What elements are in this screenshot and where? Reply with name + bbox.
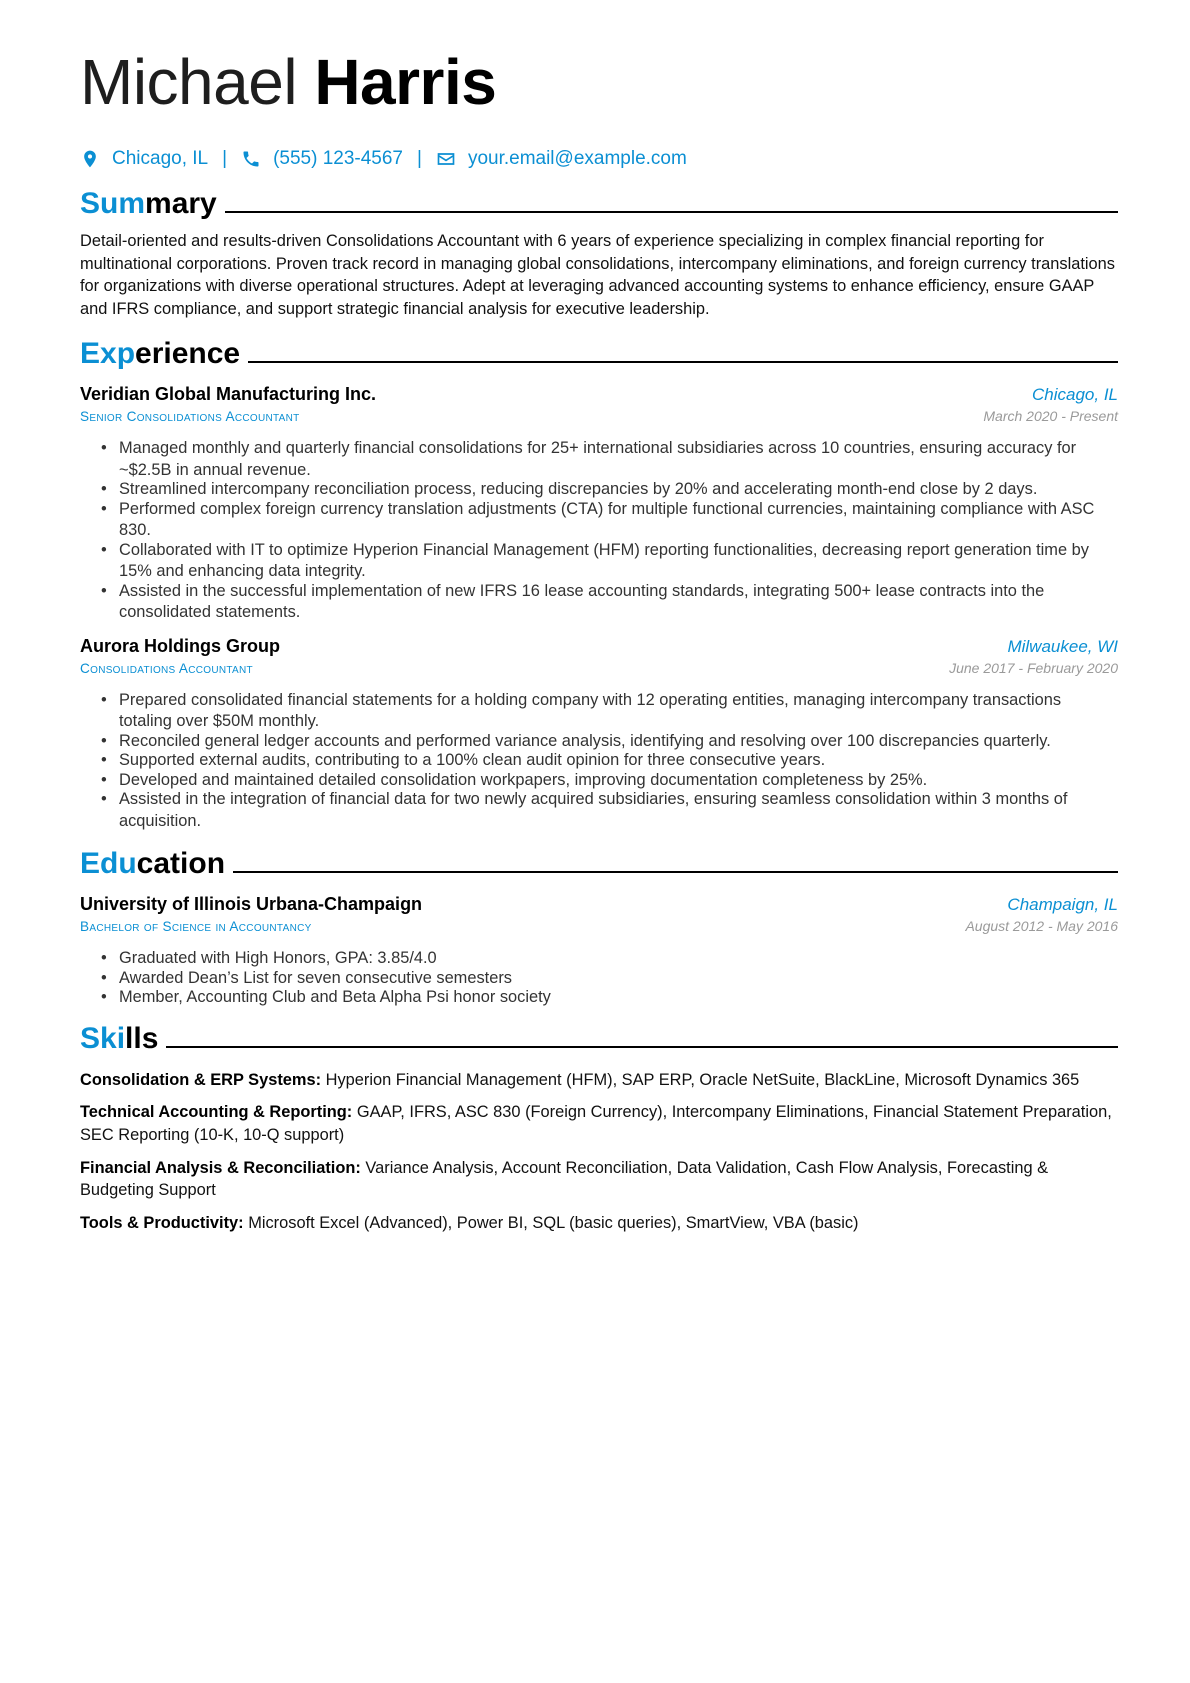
section-title: Experience — [80, 337, 241, 371]
candidate-name — [80, 42, 1118, 122]
skill-label: Financial Analysis & Reconciliation: — [80, 1158, 361, 1177]
job-dates: March 2020 - Present — [983, 408, 1118, 425]
job-title: Senior Consolidations Accountant — [80, 409, 300, 425]
summary-text: Detail-oriented and results-driven Consolidations Accountant with 6 years of experience specializing in complex financial reporting for multinational corporations. Proven track record in managing global consolidations, intercompany eliminations, and foreign currency translations for organizations with diverse operational structures. Adept at leveraging advanced accounting systems to enhance efficiency, ensure GAAP and IFRS compliance, and support strategic financial analysis for executive leadership. — [80, 232, 1115, 318]
envelope-icon — [436, 149, 456, 169]
skill-value: Variance Analysis, Account Reconciliation, Data Validation, Cash Flow Analysis, Forecasting & Budgeting Support — [80, 1158, 1049, 1200]
section-title: Education — [80, 847, 226, 881]
first-name: Michael — [80, 46, 298, 118]
contact-phone[interactable] — [241, 148, 403, 170]
skill-row — [80, 1157, 1118, 1202]
section-rule — [248, 361, 1118, 363]
section-rule — [166, 1046, 1118, 1048]
experience-entry — [80, 384, 1118, 624]
job-dates: June 2017 - February 2020 — [949, 659, 1118, 676]
skill-label: Technical Accounting & Reporting: — [80, 1103, 353, 1122]
list-item: • Developed and maintained detailed consolidation workpapers, improving documentation completeness by 25%. — [119, 770, 1118, 792]
section-rule — [225, 211, 1118, 213]
phone-text: (555) 123-4567 — [273, 148, 403, 169]
last-name: Harris — [314, 46, 497, 118]
skill-label: Tools & Productivity: — [80, 1213, 244, 1232]
list-item: • Assisted in the successful implementation of new IFRS 16 lease accounting standards, integrating 500+ lease contracts into the consolidated statements. — [119, 581, 1118, 624]
employer-name: Veridian Global Manufacturing Inc. — [80, 384, 377, 405]
skill-value: Microsoft Excel (Advanced), Power BI, SQL (basic queries), SmartView, VBA (basic) — [248, 1213, 859, 1232]
skill-row — [80, 1069, 1118, 1092]
job-bullets — [80, 438, 1118, 624]
degree: Bachelor of Science in Accountancy — [80, 919, 312, 935]
list-item: • Reconciled general ledger accounts and performed variance analysis, identifying and resolving over 100 discrepancies quarterly. — [119, 731, 1118, 753]
experience-heading — [80, 332, 1118, 372]
location-text: Chicago, IL — [112, 148, 209, 169]
list-item: • Supported external audits, contributing to a 100% clean audit opinion for three consecutive years. — [119, 750, 1118, 772]
summary-heading — [80, 182, 1118, 222]
section-title: Skills — [80, 1021, 159, 1055]
list-item: • Managed monthly and quarterly financial consolidations for 25+ international subsidiaries across 10 countries, ensuring accuracy for ~$2.5B in annual revenue. — [119, 438, 1118, 481]
skills-heading — [80, 1017, 1118, 1057]
employer-name: Aurora Holdings Group — [80, 635, 280, 656]
skill-row — [80, 1212, 1118, 1235]
section-title: Summary — [80, 187, 217, 220]
list-item: • Streamlined intercompany reconciliation process, reducing discrepancies by 20% and accelerating month-end close by 2 days. — [119, 479, 1118, 501]
resume-page — [80, 0, 1118, 1234]
list-item: • Prepared consolidated financial statements for a holding company with 12 operating entities, managing intercompany transactions totaling over $50M monthly. — [119, 690, 1118, 733]
job-bullets — [80, 690, 1118, 833]
skill-value: Hyperion Financial Management (HFM), SAP ERP, Oracle NetSuite, BlackLine, Microsoft Dynamics 365 — [325, 1070, 1080, 1089]
skill-label: Consolidation & ERP Systems: — [80, 1070, 322, 1089]
school-location: Champaign, IL — [1007, 895, 1118, 915]
job-location: Chicago, IL — [1032, 385, 1118, 405]
contact-email[interactable] — [436, 148, 687, 170]
list-item: • Collaborated with IT to optimize Hyperion Financial Management (HFM) reporting functionalities, decreasing report generation time by 15% and enhancing data integrity. — [119, 540, 1118, 583]
education-heading — [80, 842, 1118, 882]
skill-value: GAAP, IFRS, ASC 830 (Foreign Currency), Intercompany Eliminations, Financial Statement Preparation, SEC Reporting (10-K, 10-Q support) — [80, 1103, 1112, 1145]
list-item: • Performed complex foreign currency translation adjustments (CTA) for multiple functional currencies, maintaining compliance with ASC 830. — [119, 499, 1118, 542]
contact-separator: | — [417, 148, 422, 169]
map-marker-icon — [80, 149, 100, 169]
education-bullets — [80, 948, 1118, 1009]
list-item: • Awarded Dean’s List for seven consecutive semesters — [119, 968, 1118, 990]
contact-bar — [80, 144, 1118, 174]
education-dates: August 2012 - May 2016 — [965, 918, 1118, 935]
job-title: Consolidations Accountant — [80, 660, 253, 676]
phone-icon — [241, 149, 261, 169]
skill-row — [80, 1101, 1118, 1146]
list-item: • Graduated with High Honors, GPA: 3.85/4.0 — [119, 948, 1118, 970]
section-rule — [233, 871, 1118, 873]
email-link[interactable]: your.email@example.com — [467, 148, 687, 169]
contact-separator: | — [222, 148, 228, 169]
job-location: Milwaukee, WI — [1007, 636, 1118, 656]
contact-location — [80, 148, 208, 170]
school-name: University of Illinois Urbana-Champaign — [80, 894, 423, 915]
list-item: • Assisted in the integration of financial data for two newly acquired subsidiaries, ensuring seamless consolidation within 3 months of acquisition. — [119, 789, 1118, 832]
experience-entry — [80, 636, 1118, 833]
education-entry — [80, 894, 1118, 1009]
list-item: • Member, Accounting Club and Beta Alpha Psi honor society — [119, 987, 1118, 1009]
